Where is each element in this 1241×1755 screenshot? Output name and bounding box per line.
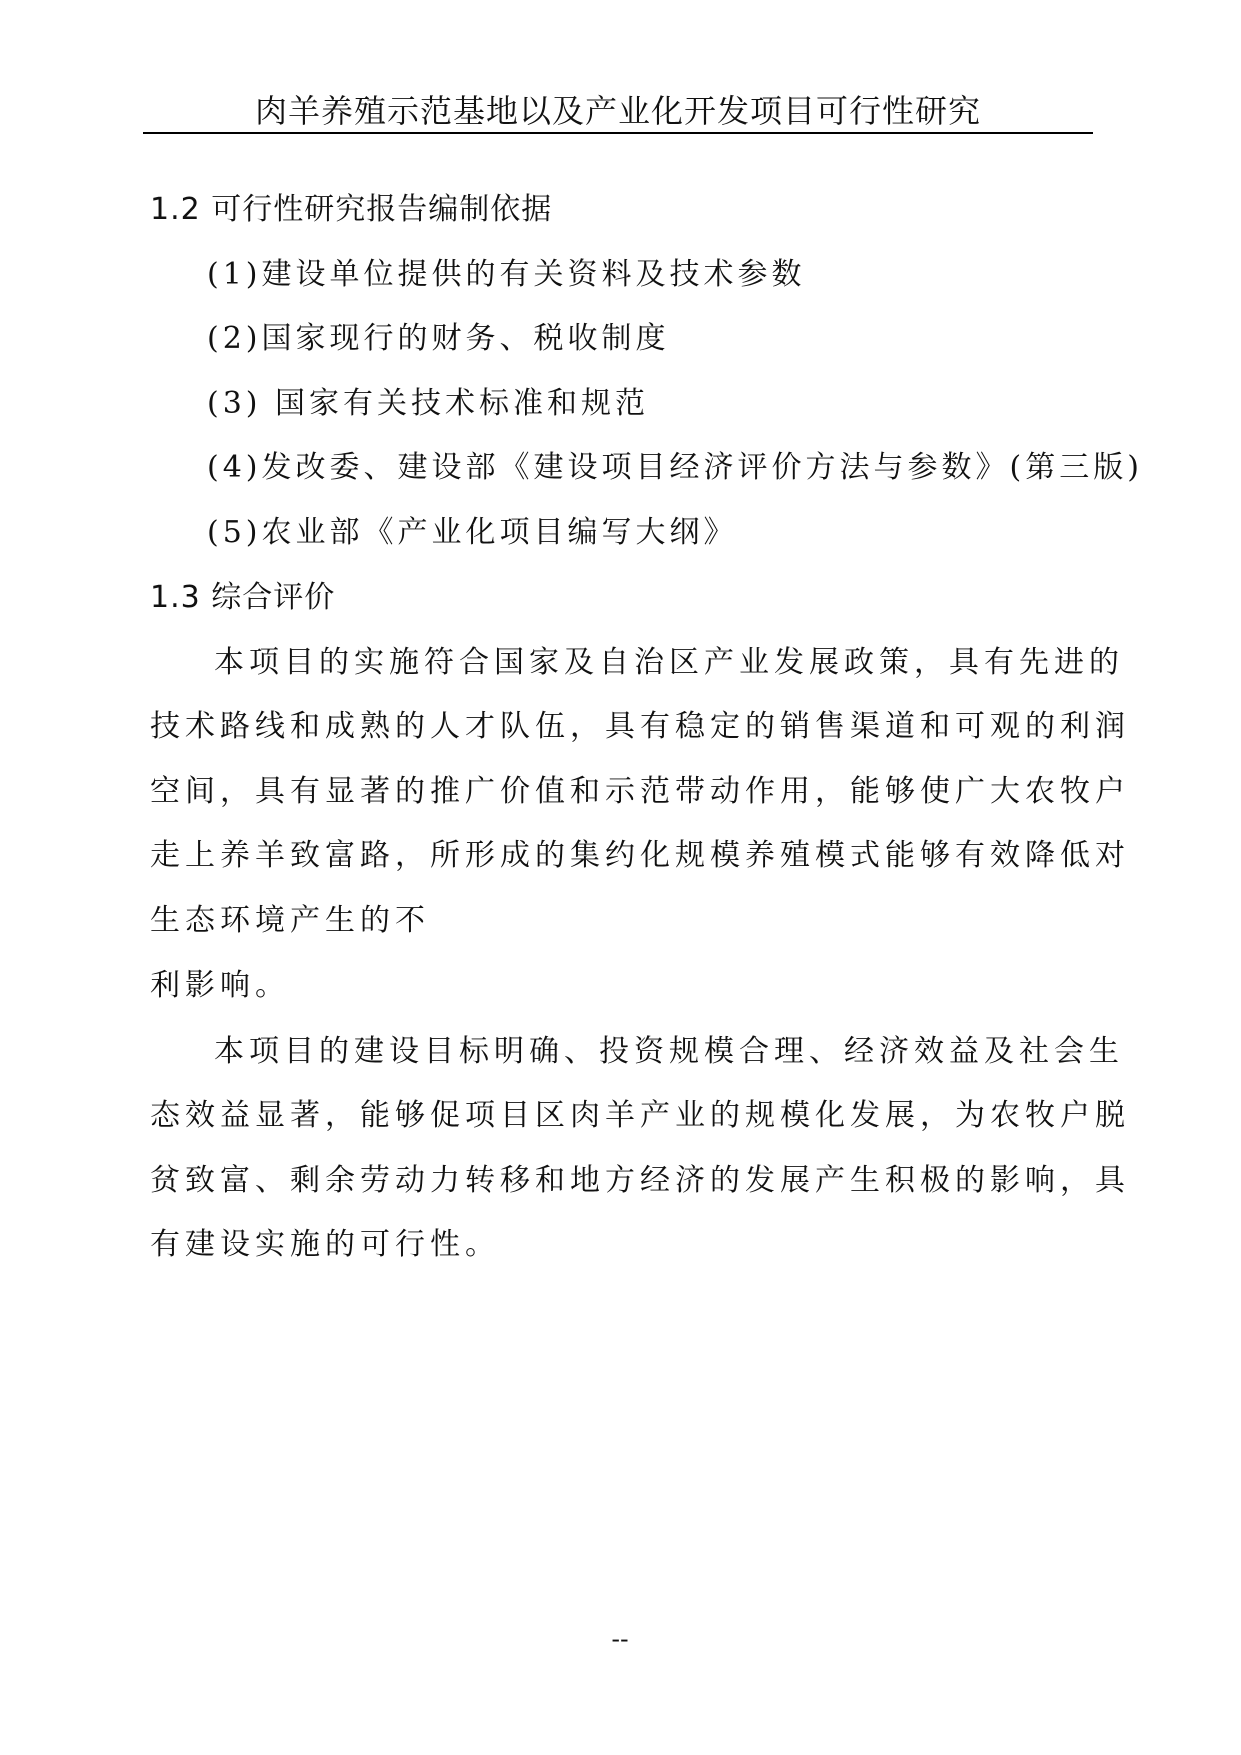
paragraph-line: 生态环境产生的不 [150,903,430,938]
paragraph-line: 有建设实施的可行性。 [150,1227,500,1262]
paragraph-line: 走上养羊致富路，所形成的集约化规模养殖模式能够有效降低对 [150,838,1130,873]
list-item: (5)农业部《产业化项目编写大纲》 [207,515,738,550]
paragraph-line: 态效益显著，能够促项目区肉羊产业的规模化发展，为农牧户脱 [150,1098,1130,1133]
paragraph-line: 本项目的建设目标明确、投资规模合理、经济效益及社会生 [214,1034,1124,1069]
running-header-title: 肉羊养殖示范基地以及产业化开发项目可行性研究 [254,92,981,130]
paragraph-line: 本项目的实施符合国家及自治区产业发展政策，具有先进的 [214,645,1124,680]
paragraph-line: 利影响。 [150,968,290,1003]
list-item: (1)建设单位提供的有关资料及技术参数 [207,257,806,292]
list-item: (4)发改委、建设部《建设项目经济评价方法与参数》(第三版) [207,450,1143,485]
list-item: (3) 国家有关技术标准和规范 [207,386,650,421]
list-item: (2)国家现行的财务、税收制度 [207,321,670,356]
header-rule [143,132,1093,134]
paragraph-line: 空间，具有显著的推广价值和示范带动作用，能够使广大农牧户 [150,774,1130,809]
paragraph-line: 技术路线和成熟的人才队伍，具有稳定的销售渠道和可观的利润 [150,709,1130,744]
section-heading-1-2: 1.2 可行性研究报告编制依据 [150,192,553,227]
page-number-mark: -- [611,1625,629,1653]
paragraph-line: 贫致富、剩余劳动力转移和地方经济的发展产生积极的影响，具 [150,1163,1130,1198]
section-heading-1-3: 1.3 综合评价 [150,580,336,615]
